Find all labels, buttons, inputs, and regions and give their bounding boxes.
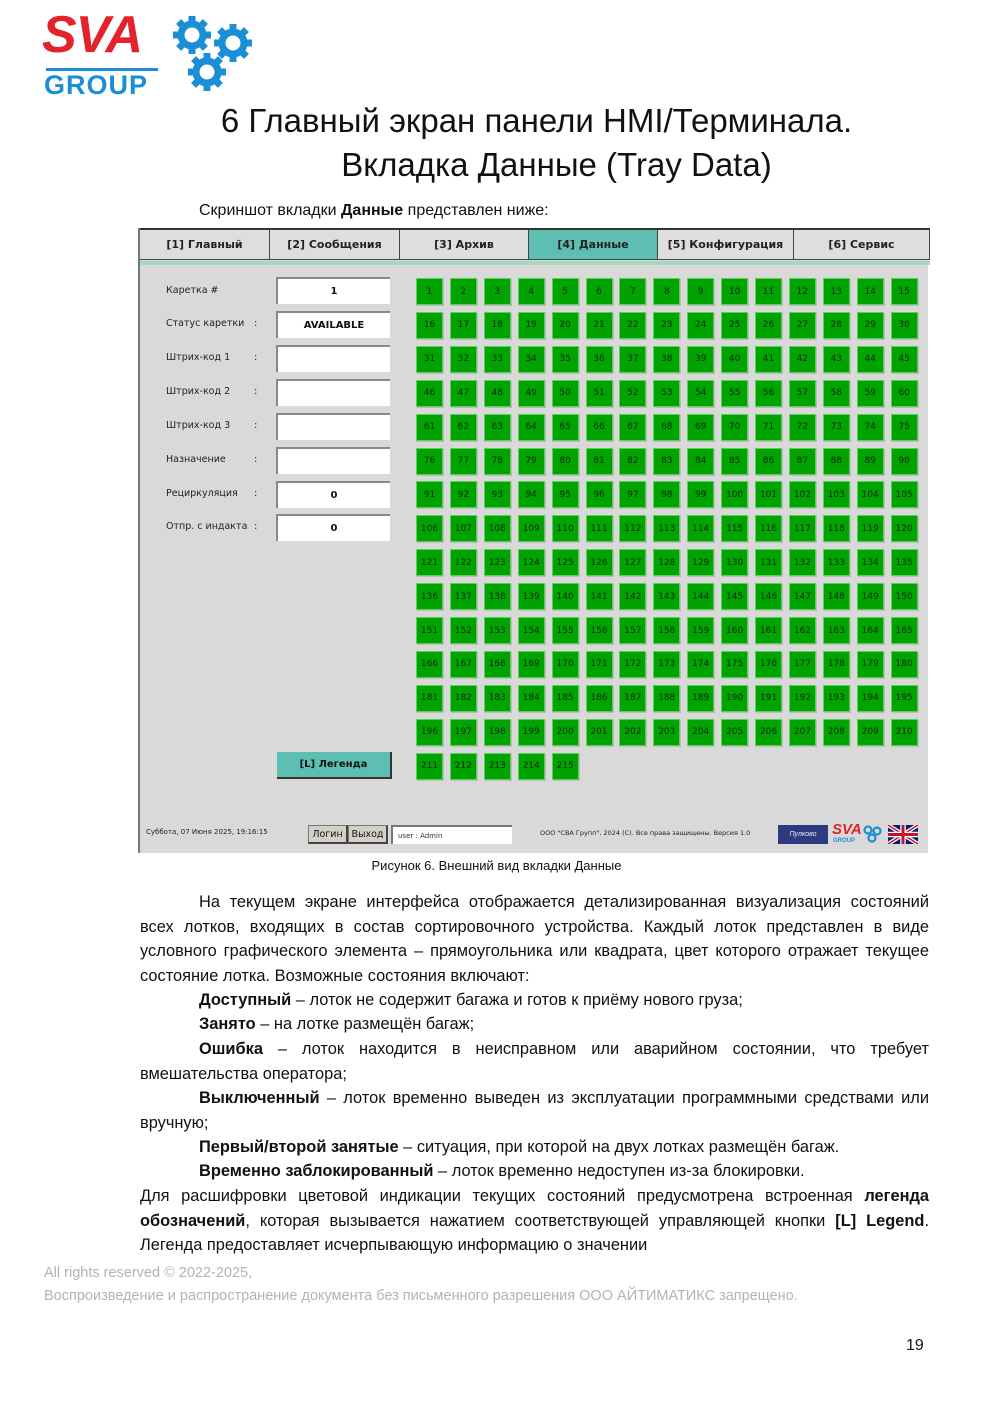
tray-4[interactable]: 4 [518,278,545,305]
section-heading-line2: Вкладка Данные (Tray Data) [341,146,772,183]
tray-52[interactable]: 52 [619,380,646,407]
tray-194[interactable]: 194 [857,685,884,712]
tray-140[interactable]: 140 [552,583,579,610]
tray-105[interactable]: 105 [891,481,918,508]
induct-sent-field[interactable]: 0 [276,514,390,541]
tray-89[interactable]: 89 [857,448,884,475]
tray-178[interactable]: 178 [823,651,850,678]
tray-183[interactable]: 183 [484,685,511,712]
tray-157[interactable]: 157 [619,617,646,644]
tray-82[interactable]: 82 [619,448,646,475]
tray-161[interactable]: 161 [755,617,782,644]
colon: : [254,386,258,397]
logo-subtitle: GROUP [44,70,149,100]
tray-103[interactable]: 103 [823,481,850,508]
tray-25[interactable]: 25 [721,312,748,339]
tray-209[interactable]: 209 [857,719,884,746]
tray-108[interactable]: 108 [484,515,511,542]
tray-8[interactable]: 8 [653,278,680,305]
tray-27[interactable]: 27 [789,312,816,339]
colon: : [254,488,258,499]
tray-141[interactable]: 141 [586,583,613,610]
tray-36[interactable]: 36 [586,346,613,373]
tray-130[interactable]: 130 [721,549,748,576]
tray-61[interactable]: 61 [416,414,443,441]
tray-23[interactable]: 23 [653,312,680,339]
tray-45[interactable]: 45 [891,346,918,373]
barcode-2-field[interactable] [276,379,390,406]
tray-79[interactable]: 79 [518,448,545,475]
tray-42[interactable]: 42 [789,346,816,373]
tray-113[interactable]: 113 [653,515,680,542]
destination-field[interactable] [276,447,390,474]
tray-129[interactable]: 129 [687,549,714,576]
tray-147[interactable]: 147 [789,583,816,610]
tray-133[interactable]: 133 [823,549,850,576]
tray-48[interactable]: 48 [484,380,511,407]
colon: : [254,352,258,363]
tray-182[interactable]: 182 [450,685,477,712]
hmi-screenshot [138,228,928,853]
tray-142[interactable]: 142 [619,583,646,610]
state-temporarily-blocked: Временно заблокированный – лоток временно недоступен из-за блокировки. [199,1162,805,1180]
tray-63[interactable]: 63 [484,414,511,441]
tray-54[interactable]: 54 [687,380,714,407]
tray-173[interactable]: 173 [653,651,680,678]
tray-58[interactable]: 58 [823,380,850,407]
tray-2[interactable]: 2 [450,278,477,305]
tray-65[interactable]: 65 [552,414,579,441]
carriage-status-field[interactable]: AVAILABLE [276,311,390,338]
tray-11[interactable]: 11 [755,278,782,305]
tray-107[interactable]: 107 [450,515,477,542]
colon: : [254,521,258,532]
tray-118[interactable]: 118 [823,515,850,542]
tab-main[interactable]: [1] Главный [140,230,270,260]
tray-90[interactable]: 90 [891,448,918,475]
tray-30[interactable]: 30 [891,312,918,339]
tray-190[interactable]: 190 [721,685,748,712]
tray-78[interactable]: 78 [484,448,511,475]
mini-logo-sub: GROUP [833,838,856,844]
tray-163[interactable]: 163 [823,617,850,644]
tray-60[interactable]: 60 [891,380,918,407]
tray-123[interactable]: 123 [484,549,511,576]
tray-119[interactable]: 119 [857,515,884,542]
tray-84[interactable]: 84 [687,448,714,475]
tray-74[interactable]: 74 [857,414,884,441]
tray-32[interactable]: 32 [450,346,477,373]
tray-148[interactable]: 148 [823,583,850,610]
tray-203[interactable]: 203 [653,719,680,746]
tray-109[interactable]: 109 [518,515,545,542]
tray-195[interactable]: 195 [891,685,918,712]
tray-69[interactable]: 69 [687,414,714,441]
tray-80[interactable]: 80 [552,448,579,475]
gears-icon [170,10,260,96]
tray-98[interactable]: 98 [653,481,680,508]
tray-111[interactable]: 111 [586,515,613,542]
tray-186[interactable]: 186 [586,685,613,712]
footer-notice: Воспроизведение и распространение документа без письменного разрешения ООО АЙТИМАТИКС запрещено. [44,1288,798,1304]
carriage-number-label: Каретка # [166,285,219,296]
tray-68[interactable]: 68 [653,414,680,441]
tray-172[interactable]: 172 [619,651,646,678]
barcode-1-field[interactable] [276,345,390,372]
tray-34[interactable]: 34 [518,346,545,373]
page-number: 19 [906,1337,924,1354]
tray-124[interactable]: 124 [518,549,545,576]
tab-underline [140,261,930,265]
intro-text: Скриншот вкладки Данные представлен ниже: [199,202,549,219]
current-user-field: user : Admin [391,825,512,844]
tray-166[interactable]: 166 [416,651,443,678]
tray-12[interactable]: 12 [789,278,816,305]
carriage-status-label: Статус каретки [166,318,245,329]
carriage-number-field[interactable]: 1 [276,277,390,304]
tray-168[interactable]: 168 [484,651,511,678]
tray-145[interactable]: 145 [721,583,748,610]
tray-206[interactable]: 206 [755,719,782,746]
tray-49[interactable]: 49 [518,380,545,407]
tray-55[interactable]: 55 [721,380,748,407]
tray-115[interactable]: 115 [721,515,748,542]
tray-56[interactable]: 56 [755,380,782,407]
tray-174[interactable]: 174 [687,651,714,678]
tab-messages[interactable]: [2] Сообщения [270,230,400,260]
mini-gears-icon [862,824,884,844]
recirculation-field[interactable]: 0 [276,481,390,508]
tray-62[interactable]: 62 [450,414,477,441]
section-heading-line1: 6 Главный экран панели HMI/Терминала. [220,102,853,139]
tray-46[interactable]: 46 [416,380,443,407]
tray-162[interactable]: 162 [789,617,816,644]
tray-177[interactable]: 177 [789,651,816,678]
tray-38[interactable]: 38 [653,346,680,373]
tray-10[interactable]: 10 [721,278,748,305]
tray-7[interactable]: 7 [619,278,646,305]
tray-106[interactable]: 106 [416,515,443,542]
state-occupied: Занято – на лотке размещён багаж; [199,1015,475,1033]
tray-114[interactable]: 114 [687,515,714,542]
tray-193[interactable]: 193 [823,685,850,712]
tray-20[interactable]: 20 [552,312,579,339]
tray-91[interactable]: 91 [416,481,443,508]
tray-176[interactable]: 176 [755,651,782,678]
tray-81[interactable]: 81 [586,448,613,475]
tray-21[interactable]: 21 [586,312,613,339]
tray-93[interactable]: 93 [484,481,511,508]
tray-9[interactable]: 9 [687,278,714,305]
tray-153[interactable]: 153 [484,617,511,644]
tray-73[interactable]: 73 [823,414,850,441]
tray-22[interactable]: 22 [619,312,646,339]
tray-196[interactable]: 196 [416,719,443,746]
tray-41[interactable]: 41 [755,346,782,373]
tray-19[interactable]: 19 [518,312,545,339]
tray-185[interactable]: 185 [552,685,579,712]
tray-211[interactable]: 211 [416,753,443,780]
figure-caption: Рисунок 6. Внешний вид вкладки Данные [371,858,622,873]
tray-125[interactable]: 125 [552,549,579,576]
login-button[interactable]: Логин [308,825,348,844]
tray-139[interactable]: 139 [518,583,545,610]
tray-70[interactable]: 70 [721,414,748,441]
tray-14[interactable]: 14 [857,278,884,305]
tray-75[interactable]: 75 [891,414,918,441]
tray-189[interactable]: 189 [687,685,714,712]
tray-198[interactable]: 198 [484,719,511,746]
tray-87[interactable]: 87 [789,448,816,475]
tray-213[interactable]: 213 [484,753,511,780]
tray-134[interactable]: 134 [857,549,884,576]
tray-165[interactable]: 165 [891,617,918,644]
tray-95[interactable]: 95 [552,481,579,508]
tray-156[interactable]: 156 [586,617,613,644]
tray-59[interactable]: 59 [857,380,884,407]
state-first-second-occupied: Первый/второй занятые – ситуация, при которой на двух лотках размещён багаж. [199,1138,840,1156]
tray-15[interactable]: 15 [891,278,918,305]
tray-94[interactable]: 94 [518,481,545,508]
company-logo [42,6,262,100]
tray-167[interactable]: 167 [450,651,477,678]
tray-180[interactable]: 180 [891,651,918,678]
tray-126[interactable]: 126 [586,549,613,576]
tray-96[interactable]: 96 [586,481,613,508]
tray-17[interactable]: 17 [450,312,477,339]
tray-71[interactable]: 71 [755,414,782,441]
state-error: Ошибка – лоток находится в неисправном или аварийном состоянии, что требует вмешательства оператора; [140,1040,929,1083]
tray-57[interactable]: 57 [789,380,816,407]
tray-77[interactable]: 77 [450,448,477,475]
logout-button[interactable]: Выход [348,825,388,844]
pulkovo-logo: Пулково [778,825,828,844]
logo-brand: SVA [42,6,143,64]
tray-43[interactable]: 43 [823,346,850,373]
tray-72[interactable]: 72 [789,414,816,441]
tray-39[interactable]: 39 [687,346,714,373]
tray-97[interactable]: 97 [619,481,646,508]
tray-143[interactable]: 143 [653,583,680,610]
tray-92[interactable]: 92 [450,481,477,508]
tray-137[interactable]: 137 [450,583,477,610]
induct-sent-label: Отпр. с индакта [166,521,248,532]
tray-100[interactable]: 100 [721,481,748,508]
tray-18[interactable]: 18 [484,312,511,339]
tray-112[interactable]: 112 [619,515,646,542]
tray-207[interactable]: 207 [789,719,816,746]
tray-1[interactable]: 1 [416,278,443,305]
destination-label: Назначение [166,454,226,465]
tray-154[interactable]: 154 [518,617,545,644]
tray-200[interactable]: 200 [552,719,579,746]
tray-210[interactable]: 210 [891,719,918,746]
tray-47[interactable]: 47 [450,380,477,407]
tray-117[interactable]: 117 [789,515,816,542]
tray-67[interactable]: 67 [619,414,646,441]
tray-151[interactable]: 151 [416,617,443,644]
tray-164[interactable]: 164 [857,617,884,644]
tab-service[interactable]: [6] Сервис [794,230,930,260]
tray-50[interactable]: 50 [552,380,579,407]
tray-204[interactable]: 204 [687,719,714,746]
tray-181[interactable]: 181 [416,685,443,712]
tray-170[interactable]: 170 [552,651,579,678]
tray-187[interactable]: 187 [619,685,646,712]
colon: : [254,318,258,329]
tray-40[interactable]: 40 [721,346,748,373]
colon: : [254,420,258,431]
tray-175[interactable]: 175 [721,651,748,678]
tray-171[interactable]: 171 [586,651,613,678]
tray-116[interactable]: 116 [755,515,782,542]
tray-31[interactable]: 31 [416,346,443,373]
tray-131[interactable]: 131 [755,549,782,576]
tray-144[interactable]: 144 [687,583,714,610]
tray-160[interactable]: 160 [721,617,748,644]
tray-3[interactable]: 3 [484,278,511,305]
tray-197[interactable]: 197 [450,719,477,746]
tray-199[interactable]: 199 [518,719,545,746]
tray-101[interactable]: 101 [755,481,782,508]
tray-5[interactable]: 5 [552,278,579,305]
tray-150[interactable]: 150 [891,583,918,610]
tray-53[interactable]: 53 [653,380,680,407]
footer-rights: All rights reserved © 2022-2025, [44,1265,253,1281]
tray-184[interactable]: 184 [518,685,545,712]
datetime-display: Суббота, 07 Июня 2025, 19:16:15 [146,828,268,836]
tray-102[interactable]: 102 [789,481,816,508]
recirculation-label: Рециркуляция [166,488,238,499]
barcode-3-field[interactable] [276,413,390,440]
barcode-3-label: Штрих-код 3 [166,420,231,431]
tray-13[interactable]: 13 [823,278,850,305]
tray-122[interactable]: 122 [450,549,477,576]
tray-155[interactable]: 155 [552,617,579,644]
tray-33[interactable]: 33 [484,346,511,373]
tray-208[interactable]: 208 [823,719,850,746]
paragraph-1: На текущем экране интерфейса отображается детализированная визуализация состояний всех лотков, входящих в состав сортировочного устройства. Каждый лоток представлен в виде условного графического элемента – прямоугольника или квадрата, цвет которого отражает текущее состояние лотка. Возможные состояния включают: [140,893,929,985]
tray-76[interactable]: 76 [416,448,443,475]
tray-26[interactable]: 26 [755,312,782,339]
mini-logo-brand: SVA [832,821,862,838]
tray-29[interactable]: 29 [857,312,884,339]
tray-201[interactable]: 201 [586,719,613,746]
paragraph-2: Для расшифровки цветовой индикации текущих состояний предусмотрена встроенная легенда обозначений, которая вызывается нажатием соответствующей управляющей кнопки [L] Legend. Легенда предоставляет исчерпывающую информацию о значении [140,1187,929,1254]
tray-214[interactable]: 214 [518,753,545,780]
tray-51[interactable]: 51 [586,380,613,407]
tray-28[interactable]: 28 [823,312,850,339]
barcode-1-label: Штрих-код 1 [166,352,231,363]
tray-169[interactable]: 169 [518,651,545,678]
hmi-copyright: ООО "СВА Групп", 2024 (С). Все права защищены. Версия 1.0 [540,829,751,837]
barcode-2-label: Штрих-код 2 [166,386,231,397]
state-disabled: Выключенный – лоток временно выведен из эксплуатации программными средствами или вручную; [140,1089,929,1132]
tray-128[interactable]: 128 [653,549,680,576]
tray-44[interactable]: 44 [857,346,884,373]
tray-86[interactable]: 86 [755,448,782,475]
tray-215[interactable]: 215 [552,753,579,780]
tray-83[interactable]: 83 [653,448,680,475]
uk-flag-icon[interactable] [888,825,918,844]
tray-127[interactable]: 127 [619,549,646,576]
tray-179[interactable]: 179 [857,651,884,678]
tray-120[interactable]: 120 [891,515,918,542]
state-available: Доступный – лоток не содержит багажа и готов к приёму нового груза; [199,991,743,1009]
tray-146[interactable]: 146 [755,583,782,610]
tray-136[interactable]: 136 [416,583,443,610]
tray-85[interactable]: 85 [721,448,748,475]
tray-104[interactable]: 104 [857,481,884,508]
tray-159[interactable]: 159 [687,617,714,644]
tray-110[interactable]: 110 [552,515,579,542]
tray-16[interactable]: 16 [416,312,443,339]
tray-6[interactable]: 6 [586,278,613,305]
tray-191[interactable]: 191 [755,685,782,712]
tray-149[interactable]: 149 [857,583,884,610]
tab-archive[interactable]: [3] Архив [400,230,529,260]
tray-152[interactable]: 152 [450,617,477,644]
tray-135[interactable]: 135 [891,549,918,576]
tray-192[interactable]: 192 [789,685,816,712]
tab-bar [140,228,930,260]
tray-35[interactable]: 35 [552,346,579,373]
tray-188[interactable]: 188 [653,685,680,712]
tray-24[interactable]: 24 [687,312,714,339]
tray-132[interactable]: 132 [789,549,816,576]
tray-212[interactable]: 212 [450,753,477,780]
tray-138[interactable]: 138 [484,583,511,610]
tab-data[interactable]: [4] Данные [529,230,658,260]
colon: : [254,454,258,465]
tray-37[interactable]: 37 [619,346,646,373]
tray-64[interactable]: 64 [518,414,545,441]
tray-202[interactable]: 202 [619,719,646,746]
tray-99[interactable]: 99 [687,481,714,508]
legend-button[interactable]: [L] Легенда [277,752,392,779]
tray-158[interactable]: 158 [653,617,680,644]
tray-205[interactable]: 205 [721,719,748,746]
tab-configuration[interactable]: [5] Конфигурация [658,230,794,260]
tray-66[interactable]: 66 [586,414,613,441]
tray-121[interactable]: 121 [416,549,443,576]
tray-88[interactable]: 88 [823,448,850,475]
